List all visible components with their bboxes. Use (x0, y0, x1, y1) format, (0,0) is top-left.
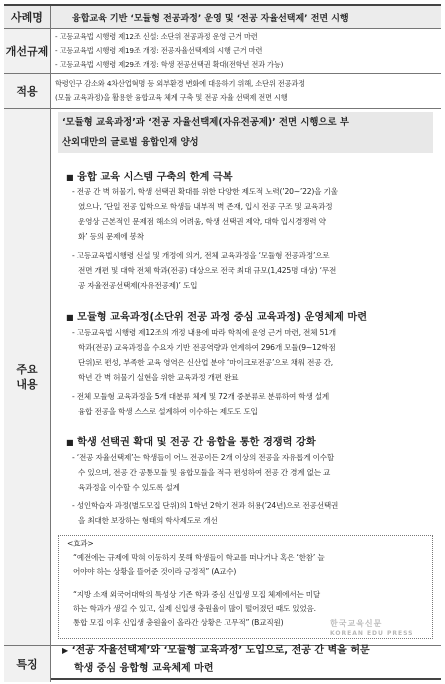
section-line: 공 자율전공선택제(자유전공제)’ 도입 (78, 281, 198, 290)
apply-label: 적용 (4, 74, 51, 108)
header-row (4, 6, 441, 29)
section-line: 운영상 근본적인 문제점 해소의 어려움, 학생 선택권 제약, 대학 입시경쟁력 약 (78, 217, 326, 226)
apply-row (4, 74, 441, 109)
section-line: 였으나, ‘단일 전공 입학으로 학생들 내부적 벽 존재, 입시 전공 구조 및 교육과정 (78, 202, 333, 211)
section-heading: 융합 교육 시스템 구축의 한계 극복 (77, 172, 233, 183)
main-label-line2: 내용 (16, 378, 38, 391)
section-line: 전면 개편 및 대학 전체 학과(전공) 대상으로 전국 최대 규모(1,425명 대상) ‘무전 (78, 266, 337, 275)
square-bullet-icon: ■ (66, 438, 74, 447)
main-banner (58, 112, 433, 153)
section-line: 수 있으며, 전공 간 공통모듈 및 융합모듈을 적극 편성하여 전공 간 경계 없는 교 (78, 468, 331, 477)
section-line: 학과(전공) 교육과정을 수요자 기반 전공역량과 연계하여 296개 모듈(9~12학점 (78, 343, 336, 352)
feature-label: 특징 (4, 646, 51, 682)
section-line: 육과정을 이수할 수 있도록 설계 (78, 483, 180, 492)
reform-item: - 고등교육법 시행령 제12조 신설: 소단위 전공과정 운영 근거 마련 (55, 32, 258, 41)
watermark-text-en: KOREAN EDU PRESS (330, 630, 414, 637)
apply-line: (모듈 교육과정)을 활용한 융합교육 체계 구축 및 전공 자율 선택제 전면 시행 (55, 93, 288, 102)
section-heading: 학생 선택권 확대 및 전공 간 융합을 통한 경쟁력 강화 (77, 437, 316, 448)
section-line: - 고등교육법 시행령 제12조의 개정 내용에 따라 학칙에 운영 근거 마련, 전체 51개 (72, 328, 336, 337)
main-label-line1: 주요 (16, 363, 38, 376)
feature-line1 (62, 642, 370, 660)
quote-line: “예전에는 규제에 막혀 이동하지 못해 학생들이 학교를 떠나거나 혹은 ‘한참’ 늘 (73, 553, 325, 562)
reform-row (4, 29, 441, 74)
reform-item: - 고등교육법 시행령 제29조 개정: 학생 전공선택권 확대(전학년 전과 가능) (55, 60, 284, 69)
quote-line: 하는 학과가 생길 수 있고, 실제 신입생 충원율이 많이 떨어졌던 때도 있었음. (73, 604, 316, 613)
section-title (66, 433, 316, 448)
square-bullet-icon: ■ (66, 173, 74, 182)
feature-text: ‘전공 자율선택제’와 ‘모듈형 교육과정’ 도입으로, 전공 간 벽을 허문 (71, 645, 370, 656)
quote-line: 어야야 하는 상황을 뜰어준 것이라 긍정적” (A교수) (73, 567, 237, 576)
reform-label: 개선규제 (4, 29, 51, 73)
quote-line: 통합 모집 이후 신입생 충원율이 올라간 상황은 고무적” (B교직원) (73, 618, 284, 627)
quote-line: “지방 소재 외국어대학의 특성상 기존 학과 중심 신입생 모집 체제에서는 미달 (73, 590, 321, 599)
section-line: - ‘전공 자율선택제’는 학생들이 어느 전공이든 2개 이상의 전공을 자유롭게 이수할 (72, 453, 335, 462)
case-title: 융합교육 기반 ‘모듈형 전공과정’ 운영 및 ‘전공 자율선택제’ 전면 시행 (72, 14, 349, 24)
section-title (66, 308, 367, 323)
main-label (4, 109, 51, 645)
section-line: 학년 간 벽 허물기 실현을 위한 교육과정 개편 완료 (78, 373, 239, 382)
feature-line2: 학생 중심 융합형 교육체제 마련 (74, 663, 214, 674)
section-heading: 모듈형 교육과정(소단위 전공 과정 중심 교육과정) 운영체제 마련 (77, 312, 368, 323)
effect-heading: <효과> (67, 539, 94, 548)
square-bullet-icon: ■ (66, 313, 74, 322)
section-line: - 성인학습자 과정(별도모집 단위)의 1학년 2학기 전과 허용(’24년)으로 전공선택권 (72, 501, 339, 510)
section-line: 단위)로 편성, 부족한 교육 영역은 신산업 분야 ‘마이크로전공’으로 채워 전공 간, (78, 358, 333, 367)
section-line: 을 최대한 보장하는 형태의 학사제도로 개선 (78, 516, 218, 525)
section-line: 융합 전공을 학생 스스로 설계하여 이수하는 제도도 도입 (78, 407, 258, 416)
apply-line: 학령인구 감소와 4차산업혁명 등 외부환경 변화에 대응하기 위해, 소단위 전공과정 (55, 79, 305, 88)
case-name-label: 사례명 (4, 6, 51, 28)
section-line: - 전체 모듈형 교육과정을 5개 대분류 체계 및 72개 중분류로 분류하여 학생 설계 (72, 392, 330, 401)
banner-line1: ‘모듈형 교육과정’과 ‘전공 자율선택제(자유전공제)’ 전면 시행으로 부 (62, 117, 349, 128)
reform-item: - 고등교육법 시행령 제19조 개정: 전공자율선택제의 시행 근거 마련 (55, 46, 263, 55)
section-line: 화’ 등의 문제에 봉착 (78, 232, 144, 241)
section-line: - 전공 간 벽 허물기, 학생 선택권 확대를 위한 다양한 제도적 노력(’20~’22)을 기울 (72, 187, 338, 196)
banner-line2: 산외대만의 글로벌 융합인재 양성 (62, 137, 199, 148)
section-line: - 고등교육법시행령 신설 및 개정에 의거, 전체 교육과정을 ‘모듈형 전공과정’으로 (72, 251, 330, 260)
watermark-text: 한국교육신문 (330, 619, 383, 628)
section-title (66, 168, 233, 183)
triangle-bullet-icon: ▶ (62, 646, 69, 655)
